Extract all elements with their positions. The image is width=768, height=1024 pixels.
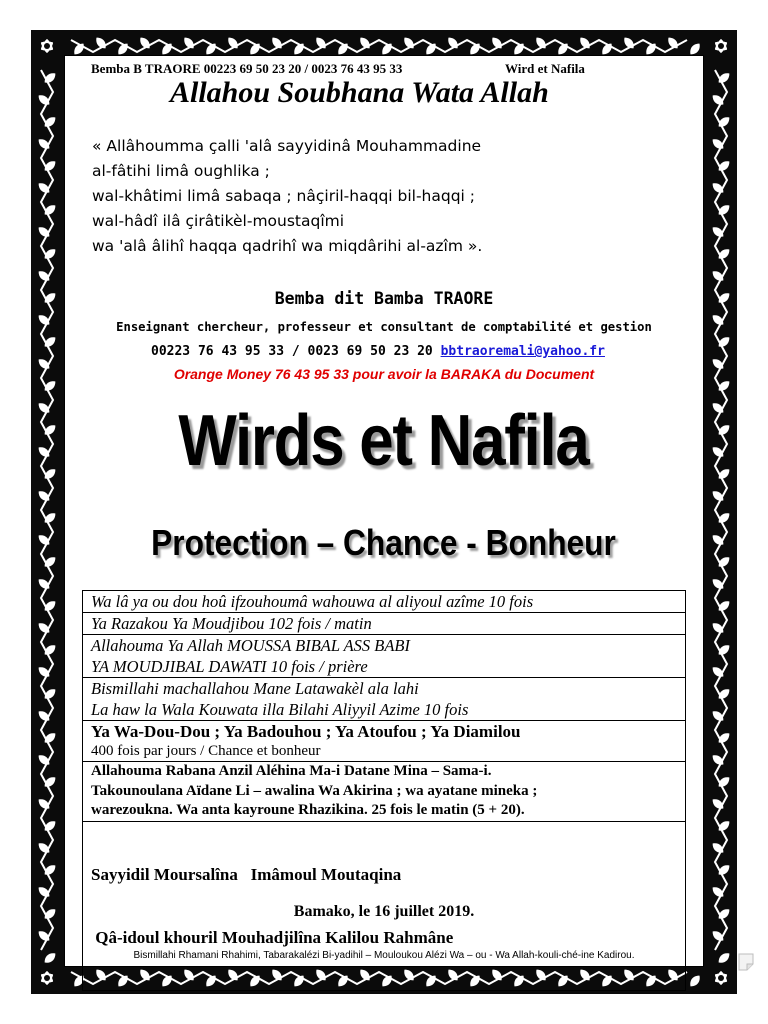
prayer-line: La haw la Wala Kouwata illa Bilahi Aliyyil Azime 10 fois: [91, 700, 469, 719]
phone-numbers: 00223 76 43 95 33 / 0023 69 50 23 20: [151, 344, 433, 359]
prayer-cell: [83, 635, 686, 678]
invocation-block: [92, 134, 482, 259]
table-row: [83, 678, 686, 721]
invocation-line: « Allâhoumma çalli 'alâ sayyidinâ Mouhammadine: [92, 137, 482, 155]
email-link[interactable]: bbtraoremali@yahoo.fr: [440, 344, 605, 359]
header-document-name: Wird et Nafila: [505, 61, 585, 76]
prayer-line: Allahouma Rabana Anzil Aléhina Ma-i Datane Mina – Sama-i.: [91, 763, 492, 779]
closing-date-line: Bamako, le 16 juillet 2019.: [293, 903, 475, 920]
table-row: [83, 591, 686, 613]
main-title: Wirds et Nafila: [178, 401, 589, 481]
footer-blessing: Bismillahi Rhamani Rhahimi, Tabarakalézi Bi-yadihil – Mouloukou Alézi Wa – ou - Wa Allah-kouli-ché-ine Kadirou.: [133, 950, 635, 961]
invocation-line: al-fâtihi limâ oughlika ;: [92, 162, 270, 180]
contact-details: [151, 344, 605, 359]
prayer-cell: [83, 721, 686, 762]
author-name: Bemba dit Bamba TRAORE: [274, 289, 494, 308]
prayer-line: Qâ-idoul khouril Mouhadjilîna Kalilou Rahmâne: [91, 927, 454, 947]
prayer-line: Takounoulana Aïdane Li – awalina Wa Akirina ; wa ayatane mineka ;: [91, 782, 538, 799]
prayer-line: YA MOUDJIBAL DAWATI 10 fois / prière: [91, 657, 368, 676]
prayer-cell: [83, 613, 686, 635]
prayer-line: warezoukna. Wa anta kayroune Rhazikina. 25 fois le matin (5 + 20).: [91, 802, 525, 818]
table-row: [83, 613, 686, 635]
invocation-line: wal-khâtimi limâ sabaqa ; nâçiril-haqqi bil-haqqi ;: [92, 187, 476, 205]
prayer-line: Ya Wa-Dou-Dou ; Ya Badouhou ; Ya Atoufou ; Ya Diamilou: [91, 722, 521, 741]
prayer-line: Wa lâ ya ou dou hoû ifzouhoumâ wahouwa al aliyoul azîme 10 fois: [91, 592, 534, 611]
header-contact-line: Bemba B TRAORE 00223 69 50 23 20 / 0023 76 43 95 33: [91, 61, 403, 76]
table-row: [83, 762, 686, 822]
table-row: [83, 635, 686, 678]
prayer-cell: [83, 591, 686, 613]
prayer-line: 400 fois par jours / Chance et bonheur: [91, 743, 321, 759]
author-role: Enseignant chercheur, professeur et consultant de comptabilité et gestion: [116, 320, 652, 334]
prayer-line: Sayyidil Moursalîna Imâmoul Moutaqina: [91, 864, 402, 884]
prayer-cell: [83, 762, 686, 822]
prayers-table: [82, 590, 686, 991]
page-curl-icon: [737, 952, 755, 972]
prayer-cell: [83, 678, 686, 721]
prayer-line: Allahouma Ya Allah MOUSSA BIBAL ASS BABI: [91, 636, 411, 655]
table-row: [83, 721, 686, 762]
top-title: Allahou Soubhana Wata Allah: [170, 76, 549, 109]
invocation-line: wal-hâdî ilâ çirâtikèl-moustaqîmi: [92, 212, 345, 230]
subtitle: Protection – Chance - Bonheur: [151, 522, 616, 563]
prayer-line: Ya Razakou Ya Moudjibou 102 fois / matin: [91, 614, 372, 633]
orange-money-note: Orange Money 76 43 95 33 pour avoir la BARAKA du Document: [173, 366, 595, 382]
prayer-line: Bismillahi machallahou Mane Latawakèl ala lahi: [91, 679, 419, 698]
invocation-line: wa 'alâ âlihî haqqa qadrihî wa miqdârihi al-azîm ».: [92, 237, 483, 255]
